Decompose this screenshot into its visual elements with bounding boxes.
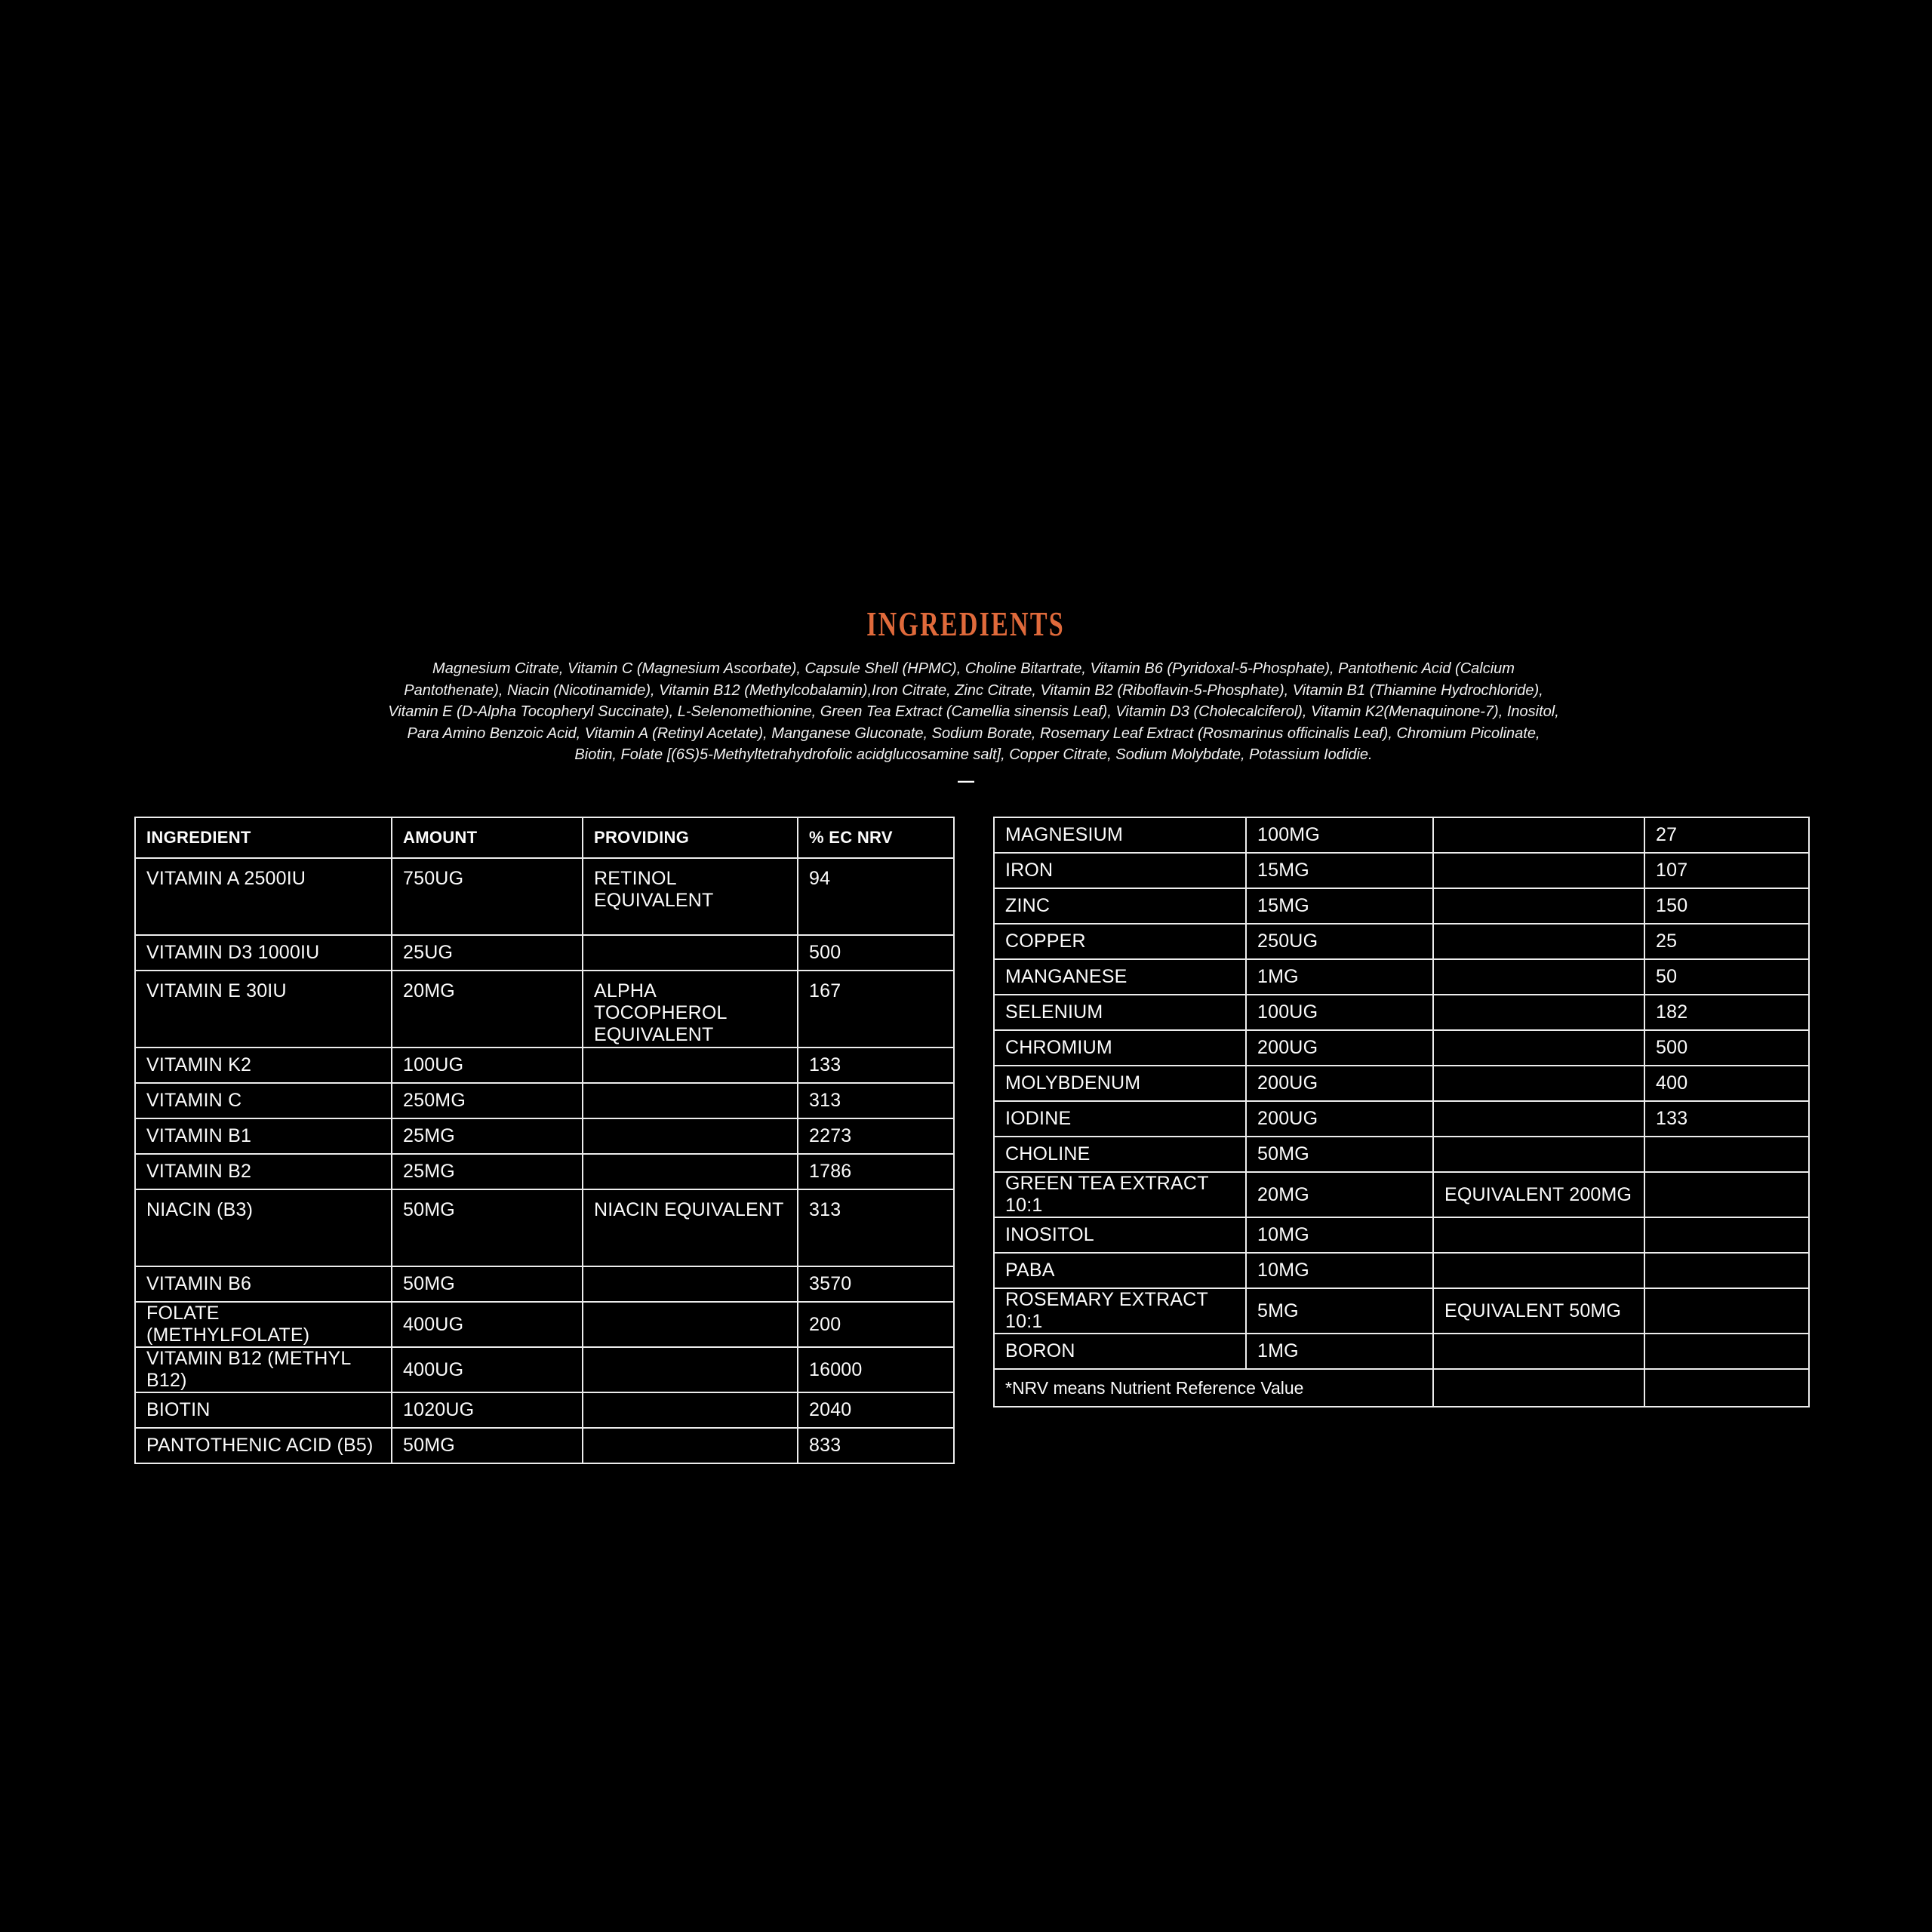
providing-cell — [1433, 995, 1644, 1030]
amount-cell: 25MG — [392, 1118, 583, 1154]
nrv-cell: 25 — [1644, 924, 1809, 959]
nrv-cell: 2273 — [798, 1118, 954, 1154]
providing-cell — [1433, 1137, 1644, 1172]
nrv-cell: 1786 — [798, 1154, 954, 1189]
ingredient-cell: PANTOTHENIC ACID (B5) — [135, 1428, 392, 1463]
ingredient-cell: COPPER — [994, 924, 1246, 959]
amount-cell: 50MG — [1246, 1137, 1433, 1172]
page-title: INGREDIENTS — [866, 605, 1066, 643]
ingredient-cell: VITAMIN B2 — [135, 1154, 392, 1189]
table-row — [994, 888, 1809, 924]
nrv-cell — [1644, 1253, 1809, 1288]
providing-cell: NIACIN EQUIVALENT — [583, 1189, 798, 1266]
table-row — [135, 1154, 954, 1189]
table-row — [135, 1048, 954, 1083]
providing-cell — [1433, 853, 1644, 888]
nrv-cell — [1644, 1288, 1809, 1334]
nrv-cell: 200 — [798, 1302, 954, 1347]
providing-cell — [1433, 888, 1644, 924]
ingredient-cell: VITAMIN E 30IU — [135, 971, 392, 1048]
ingredient-cell: VITAMIN A 2500IU — [135, 858, 392, 935]
table-row — [994, 1288, 1809, 1334]
ingredient-cell: ROSEMARY EXTRACT 10:1 — [994, 1288, 1246, 1334]
amount-cell: 15MG — [1246, 888, 1433, 924]
amount-cell: 1MG — [1246, 1334, 1433, 1369]
ingredient-cell: FOLATE (METHYLFOLATE) — [135, 1302, 392, 1347]
table-row — [135, 1428, 954, 1463]
ingredient-cell: PABA — [994, 1253, 1246, 1288]
amount-cell: 10MG — [1246, 1217, 1433, 1253]
providing-cell — [583, 1048, 798, 1083]
ingredient-cell: GREEN TEA EXTRACT 10:1 — [994, 1172, 1246, 1217]
nrv-cell: 313 — [798, 1189, 954, 1266]
providing-cell — [583, 1154, 798, 1189]
ingredient-cell: VITAMIN C — [135, 1083, 392, 1118]
providing-cell — [583, 1083, 798, 1118]
table-row — [135, 1302, 954, 1347]
providing-cell — [1433, 959, 1644, 995]
paragraph-line: Pantothenate), Niacin (Nicotinamide), Vitamin B12 (Methylcobalamin),Iron Citrate, Zinc Citrate, Vitamin B2 (Riboflavin-5-Phosphate), Vitamin B1 (Thiamine Hydrochloride), — [404, 681, 1543, 699]
paragraph-line: Magnesium Citrate, Vitamin C (Magnesium Ascorbate), Capsule Shell (HPMC), Choline Bitartrate, Vitamin B6 (Pyridoxal-5-Phosphate), Pantothenic Acid (Calcium — [432, 660, 1515, 677]
ingredient-cell: NIACIN (B3) — [135, 1189, 392, 1266]
footnote-row — [994, 1369, 1809, 1407]
amount-cell: 200UG — [1246, 1101, 1433, 1137]
header-nrv: % EC NRV — [798, 817, 954, 858]
amount-cell: 100UG — [392, 1048, 583, 1083]
providing-cell — [1433, 1066, 1644, 1101]
providing-cell — [1433, 1253, 1644, 1288]
providing-cell — [583, 1118, 798, 1154]
providing-cell — [583, 1302, 798, 1347]
providing-cell: EQUIVALENT 200MG — [1433, 1172, 1644, 1217]
nrv-cell: 133 — [1644, 1101, 1809, 1137]
table-row — [994, 1137, 1809, 1172]
table-row — [994, 924, 1809, 959]
table-row — [994, 1253, 1809, 1288]
table-row — [994, 1030, 1809, 1066]
providing-cell — [1433, 1030, 1644, 1066]
ingredient-cell: INOSITOL — [994, 1217, 1246, 1253]
nrv-cell: 500 — [1644, 1030, 1809, 1066]
paragraph-line: Para Amino Benzoic Acid, Vitamin A (Retinyl Acetate), Manganese Gluconate, Sodium Borate, Rosemary Leaf Extract (Rosmarinus officinalis Leaf), Chromium Picolinate, — [407, 724, 1540, 742]
table-row — [135, 1392, 954, 1428]
nrv-cell: 150 — [1644, 888, 1809, 924]
nrv-cell — [1644, 1137, 1809, 1172]
ingredient-cell: VITAMIN K2 — [135, 1048, 392, 1083]
header-ingredient: INGREDIENT — [135, 817, 392, 858]
amount-cell: 5MG — [1246, 1288, 1433, 1334]
nrv-cell: 400 — [1644, 1066, 1809, 1101]
nrv-cell: 94 — [798, 858, 954, 935]
providing-cell — [583, 1347, 798, 1392]
ingredient-cell: VITAMIN D3 1000IU — [135, 935, 392, 971]
ingredient-cell: SELENIUM — [994, 995, 1246, 1030]
ingredients-section-header — [0, 604, 1932, 644]
amount-cell: 15MG — [1246, 853, 1433, 888]
divider-dash: — — [958, 771, 974, 790]
ingredient-cell: IODINE — [994, 1101, 1246, 1137]
nrv-cell: 182 — [1644, 995, 1809, 1030]
providing-cell — [583, 1266, 798, 1302]
providing-cell — [583, 1392, 798, 1428]
table-row — [135, 1266, 954, 1302]
providing-cell — [583, 1428, 798, 1463]
amount-cell: 25UG — [392, 935, 583, 971]
header-amount: AMOUNT — [392, 817, 583, 858]
amount-cell: 50MG — [392, 1428, 583, 1463]
ingredient-cell: MANGANESE — [994, 959, 1246, 995]
nrv-cell: 500 — [798, 935, 954, 971]
ingredient-cell: MAGNESIUM — [994, 817, 1246, 853]
table-row — [135, 858, 954, 935]
header-providing: PROVIDING — [583, 817, 798, 858]
amount-cell: 50MG — [392, 1266, 583, 1302]
paragraph-line: Biotin, Folate [(6S)5-Methyltetrahydrofolic acidglucosamine salt], Copper Citrate, Sodium Molybdate, Potassium Iodidie. — [574, 746, 1373, 763]
table-row — [135, 935, 954, 971]
empty-cell — [1644, 1369, 1809, 1407]
amount-cell: 20MG — [1246, 1172, 1433, 1217]
table-row — [135, 971, 954, 1048]
providing-cell: ALPHA TOCOPHEROL EQUIVALENT — [583, 971, 798, 1048]
table-row — [994, 1101, 1809, 1137]
nrv-cell: 2040 — [798, 1392, 954, 1428]
table-row — [994, 1172, 1809, 1217]
amount-cell: 25MG — [392, 1154, 583, 1189]
ingredient-cell: ZINC — [994, 888, 1246, 924]
amount-cell: 250MG — [392, 1083, 583, 1118]
providing-cell — [1433, 924, 1644, 959]
amount-cell: 400UG — [392, 1302, 583, 1347]
amount-cell: 250UG — [1246, 924, 1433, 959]
nrv-cell: 50 — [1644, 959, 1809, 995]
providing-cell: RETINOL EQUIVALENT — [583, 858, 798, 935]
table-row — [994, 1334, 1809, 1369]
amount-cell: 20MG — [392, 971, 583, 1048]
ingredient-cell: MOLYBDENUM — [994, 1066, 1246, 1101]
nrv-cell: 133 — [798, 1048, 954, 1083]
amount-cell: 50MG — [392, 1189, 583, 1266]
providing-cell — [583, 935, 798, 971]
ingredient-cell: BORON — [994, 1334, 1246, 1369]
amount-cell: 10MG — [1246, 1253, 1433, 1288]
table-row — [994, 1217, 1809, 1253]
nrv-cell: 313 — [798, 1083, 954, 1118]
paragraph-line: Vitamin E (D-Alpha Tocopheryl Succinate), L-Selenomethionine, Green Tea Extract (Camellia sinensis Leaf), Vitamin D3 (Cholecalciferol), Vitamin K2(Menaquinone-7), Inositol, — [388, 703, 1559, 720]
nrv-cell: 27 — [1644, 817, 1809, 853]
amount-cell: 200UG — [1246, 1066, 1433, 1101]
amount-cell: 750UG — [392, 858, 583, 935]
table-row — [994, 817, 1809, 853]
table-row — [135, 1118, 954, 1154]
ingredients-paragraph — [325, 658, 1623, 766]
empty-cell — [1433, 1369, 1644, 1407]
amount-cell: 200UG — [1246, 1030, 1433, 1066]
nrv-cell: 3570 — [798, 1266, 954, 1302]
table-row — [994, 995, 1809, 1030]
ingredient-cell: CHROMIUM — [994, 1030, 1246, 1066]
providing-cell: EQUIVALENT 50MG — [1433, 1288, 1644, 1334]
table-row — [135, 1189, 954, 1266]
ingredient-cell: IRON — [994, 853, 1246, 888]
ingredient-cell: BIOTIN — [135, 1392, 392, 1428]
nrv-cell — [1644, 1217, 1809, 1253]
nrv-cell: 167 — [798, 971, 954, 1048]
table-row — [135, 1083, 954, 1118]
ingredient-cell: VITAMIN B6 — [135, 1266, 392, 1302]
providing-cell — [1433, 1101, 1644, 1137]
table-row — [135, 1347, 954, 1392]
nrv-cell — [1644, 1334, 1809, 1369]
providing-cell — [1433, 1217, 1644, 1253]
nrv-cell: 833 — [798, 1428, 954, 1463]
amount-cell: 100MG — [1246, 817, 1433, 853]
amount-cell: 1020UG — [392, 1392, 583, 1428]
nrv-cell: 107 — [1644, 853, 1809, 888]
providing-cell — [1433, 817, 1644, 853]
ingredient-cell: VITAMIN B12 (METHYL B12) — [135, 1347, 392, 1392]
amount-cell: 400UG — [392, 1347, 583, 1392]
ingredient-cell: CHOLINE — [994, 1137, 1246, 1172]
table-row — [994, 853, 1809, 888]
minerals-table — [993, 817, 1810, 1407]
table-row — [994, 959, 1809, 995]
nrv-footnote: *NRV means Nutrient Reference Value — [994, 1369, 1433, 1407]
nrv-cell — [1644, 1172, 1809, 1217]
table-row — [994, 1066, 1809, 1101]
ingredient-cell: VITAMIN B1 — [135, 1118, 392, 1154]
nrv-cell: 16000 — [798, 1347, 954, 1392]
section-divider — [0, 771, 1932, 791]
amount-cell: 1MG — [1246, 959, 1433, 995]
table-header-row — [135, 817, 954, 858]
amount-cell: 100UG — [1246, 995, 1433, 1030]
providing-cell — [1433, 1334, 1644, 1369]
vitamins-table — [134, 817, 955, 1464]
